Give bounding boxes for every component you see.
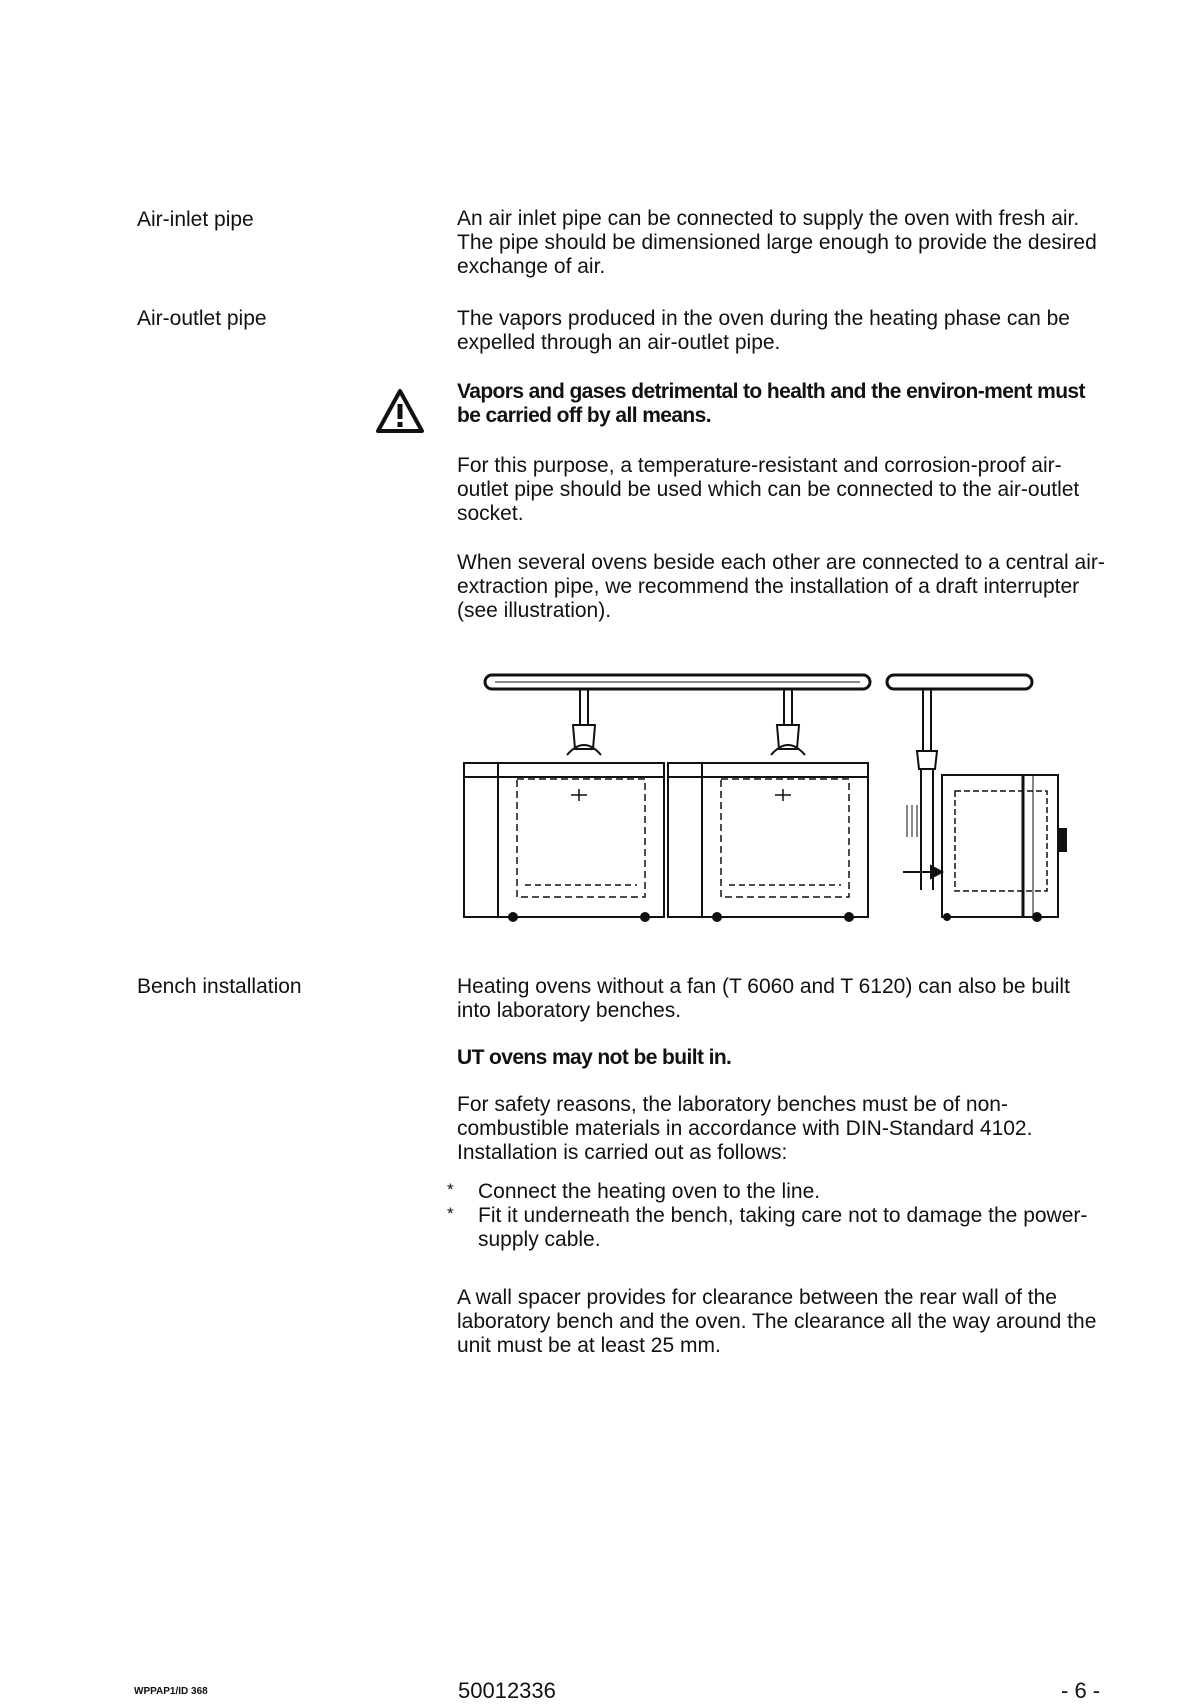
paragraph-several-ovens: When several ovens beside each other are connected to a central air-extraction pipe, we recommend the installation of a draft interrupter (see illustration). bbox=[457, 551, 1105, 622]
paragraph-ut-ovens: UT ovens may not be built in. bbox=[457, 1046, 732, 1069]
paragraph-air-outlet: The vapors produced in the oven during the heating phase can be expelled through an air-outlet pipe. bbox=[457, 307, 1070, 354]
footer-doc-code: WPPAP1/ID 368 bbox=[134, 1686, 208, 1697]
installation-steps-list bbox=[447, 1180, 1107, 1252]
list-item bbox=[447, 1180, 1107, 1204]
bullet-marker: * bbox=[447, 1180, 454, 1199]
oven-draft-interrupter-illustration bbox=[455, 665, 1095, 925]
paragraph-bench: Heating ovens without a fan (T 6060 and T 6120) can also be built into laboratory benches. bbox=[457, 975, 1070, 1022]
warning-triangle-icon bbox=[375, 388, 425, 434]
side-label-air-inlet: Air-inlet pipe bbox=[137, 208, 254, 231]
list-item-text: Fit it underneath the bench, taking care not to damage the power-supply cable. bbox=[478, 1204, 1088, 1251]
list-item bbox=[447, 1204, 1107, 1252]
bullet-marker: * bbox=[447, 1204, 454, 1223]
side-label-bench: Bench installation bbox=[137, 975, 302, 998]
list-item-text: Connect the heating oven to the line. bbox=[478, 1180, 821, 1203]
footer-page-number: - 6 - bbox=[1061, 1678, 1101, 1703]
footer-part-number: 50012336 bbox=[458, 1678, 556, 1703]
paragraph-safety: For safety reasons, the laboratory benches must be of non-combustible materials in accordance with DIN-Standard 4102. Installation is carried out as follows: bbox=[457, 1093, 1033, 1164]
side-label-air-outlet: Air-outlet pipe bbox=[137, 307, 267, 330]
paragraph-wall-spacer: A wall spacer provides for clearance between the rear wall of the laboratory bench and the oven. The clearance all the way around the unit must be at least 25 mm. bbox=[457, 1286, 1097, 1357]
paragraph-purpose: For this purpose, a temperature-resistant and corrosion-proof air-outlet pipe should be used which can be connected to the air-outlet socket. bbox=[457, 454, 1080, 525]
paragraph-air-inlet: An air inlet pipe can be connected to supply the oven with fresh air. The pipe should be dimensioned large enough to provide the desired exchange of air. bbox=[457, 207, 1097, 278]
paragraph-warning: Vapors and gases detrimental to health and the environ-ment must be carried off by all means. bbox=[457, 380, 1085, 427]
